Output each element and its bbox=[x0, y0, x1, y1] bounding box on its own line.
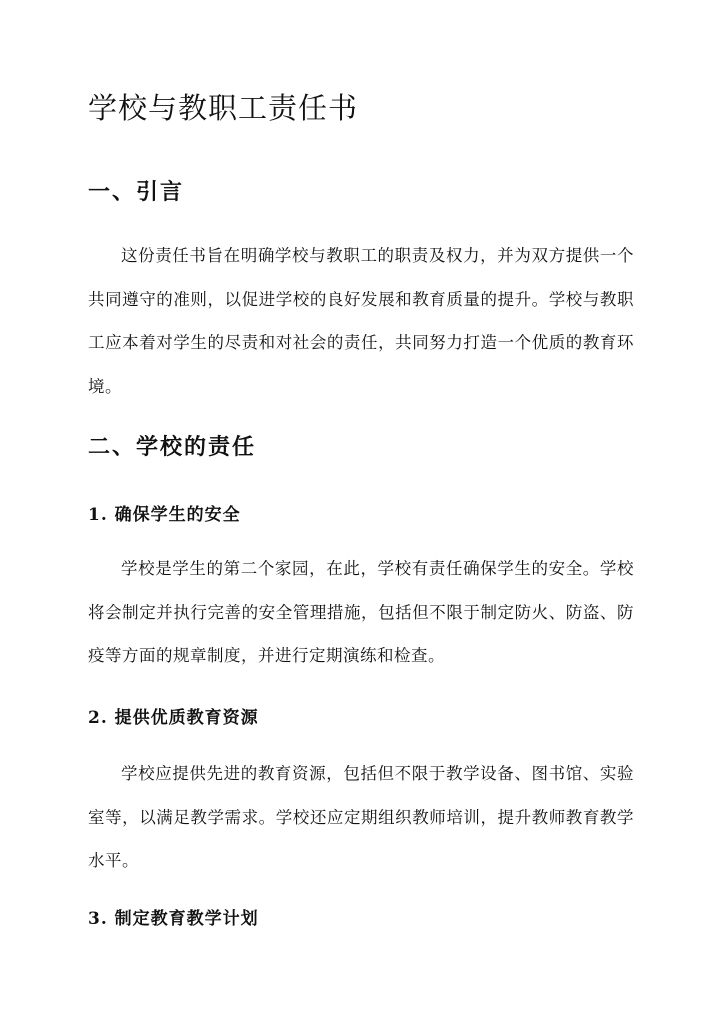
student-safety-paragraph: 学校是学生的第二个家园，在此，学校有责任确保学生的安全。学校将会制定并执行完善的安全管理措施，包括但不限于制定防火、防盗、防疫等方面的规章制度，并进行定期演练和检查。 bbox=[88, 559, 634, 665]
document-title: 学校与教职工责任书 bbox=[88, 91, 359, 125]
section-heading-introduction: 一、引言 bbox=[88, 179, 185, 205]
item-heading-teaching-plan: 3. 制定教育教学计划 bbox=[88, 909, 259, 929]
item-heading-student-safety: 1. 确保学生的安全 bbox=[88, 505, 241, 525]
introduction-paragraph: 这份责任书旨在明确学校与教职工的职责及权力，并为双方提供一个共同遵守的准则，以促进学校的良好发展和教育质量的提升。学校与教职工应本着对学生的尽责和对社会的责任，共同努力打造一个优质的教育环境。 bbox=[88, 246, 634, 396]
section-heading-school-responsibilities: 二、学校的责任 bbox=[88, 434, 257, 460]
education-resources-paragraph: 学校应提供先进的教育资源，包括但不限于教学设备、图书馆、实验室等，以满足教学需求。学校还应定期组织教师培训，提升教师教育教学水平。 bbox=[88, 764, 634, 870]
item-heading-education-resources: 2. 提供优质教育资源 bbox=[88, 708, 259, 728]
